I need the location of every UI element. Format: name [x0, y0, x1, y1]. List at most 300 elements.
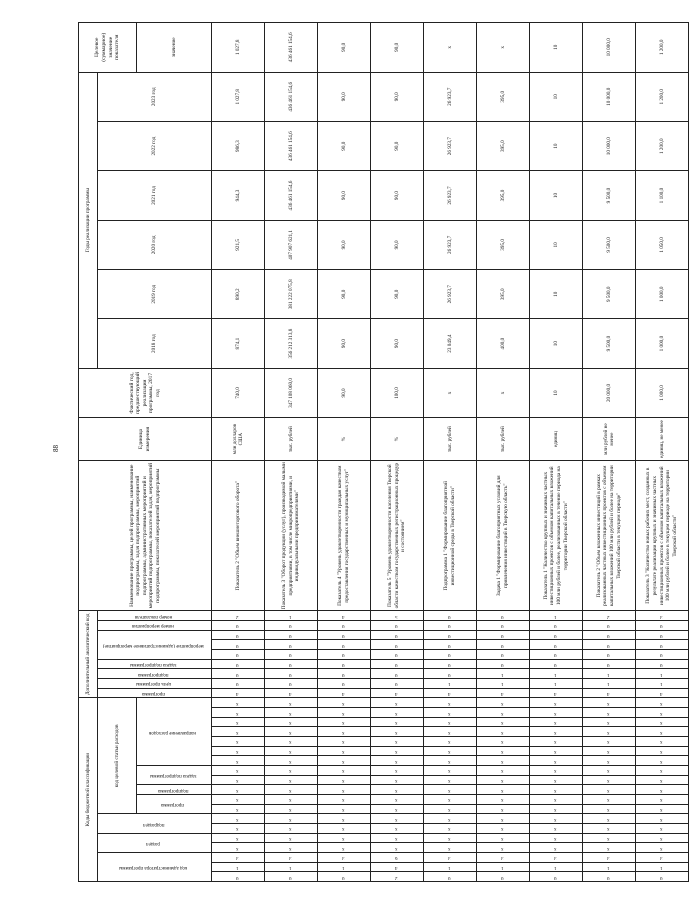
- year-value: 9 500,0: [583, 319, 636, 368]
- code-cell: 1: [212, 862, 265, 872]
- code-cell: x: [424, 843, 477, 853]
- unit-cell: %: [371, 418, 424, 461]
- code-cell: x: [530, 756, 583, 766]
- year-value: 1 027,8: [212, 72, 265, 121]
- code-cell: 1: [583, 669, 636, 679]
- code-cell: 1: [424, 679, 477, 689]
- year-value: 10: [530, 220, 583, 269]
- code-cell: 0: [212, 669, 265, 679]
- code-cell: x: [265, 727, 318, 737]
- final-value: x: [424, 23, 477, 73]
- code-cell: 1: [636, 669, 689, 679]
- code-cell: 0: [265, 621, 318, 631]
- header-direction-code: задача подпрограммы: [137, 766, 212, 785]
- code-cell: x: [636, 737, 689, 747]
- code-cell: x: [636, 746, 689, 756]
- code-cell: x: [636, 814, 689, 824]
- code-cell: 0: [636, 650, 689, 660]
- year-value: 9 500,0: [583, 270, 636, 319]
- year-value: 90,0: [371, 270, 424, 319]
- base-year-value: x: [477, 368, 530, 417]
- code-cell: x: [636, 843, 689, 853]
- code-cell: x: [477, 756, 530, 766]
- year-value: 10 000,0: [583, 72, 636, 121]
- code-cell: 0: [583, 630, 636, 640]
- code-cell: 0: [212, 640, 265, 650]
- code-cell: 0: [424, 640, 477, 650]
- code-cell: x: [477, 746, 530, 756]
- base-year-value: 100,0: [371, 368, 424, 417]
- code-cell: 0: [212, 621, 265, 631]
- code-cell: x: [371, 708, 424, 718]
- code-cell: x: [265, 756, 318, 766]
- final-value: x: [477, 23, 530, 73]
- unit-cell: единиц, не менее: [636, 418, 689, 461]
- code-cell: x: [212, 698, 265, 708]
- header-year-2022: 2022 год: [98, 121, 212, 170]
- year-value: 90,0: [371, 121, 424, 170]
- code-cell: x: [371, 737, 424, 747]
- code-cell: 0: [477, 621, 530, 631]
- code-cell: x: [530, 775, 583, 785]
- code-cell: x: [318, 833, 371, 843]
- code-cell: x: [583, 737, 636, 747]
- code-cell: x: [530, 746, 583, 756]
- year-value: 1 200,0: [636, 121, 689, 170]
- code-cell: 0: [636, 640, 689, 650]
- code-cell: x: [583, 775, 636, 785]
- code-cell: 0: [212, 679, 265, 689]
- code-cell: x: [371, 814, 424, 824]
- code-cell: 0: [583, 640, 636, 650]
- code-cell: 2: [212, 611, 265, 621]
- year-value: 10: [530, 319, 583, 368]
- code-cell: x: [212, 843, 265, 853]
- code-cell: 0: [265, 630, 318, 640]
- code-cell: 0: [371, 640, 424, 650]
- code-cell: 0: [477, 650, 530, 660]
- code-cell: x: [371, 795, 424, 805]
- code-cell: 0: [530, 630, 583, 640]
- year-value: 381 222 075,8: [265, 270, 318, 319]
- code-cell: x: [265, 824, 318, 834]
- code-cell: x: [636, 698, 689, 708]
- code-cell: x: [265, 785, 318, 795]
- code-cell: 1: [477, 862, 530, 872]
- code-cell: x: [636, 708, 689, 718]
- code-cell: 0: [636, 630, 689, 640]
- code-cell: x: [530, 708, 583, 718]
- year-value: 395,0: [477, 220, 530, 269]
- code-cell: x: [583, 756, 636, 766]
- code-cell: x: [530, 727, 583, 737]
- code-cell: x: [371, 824, 424, 834]
- code-cell: 4: [318, 611, 371, 621]
- code-cell: 0: [477, 640, 530, 650]
- base-year-value: 347 108 060,0: [265, 368, 318, 417]
- code-cell: x: [424, 824, 477, 834]
- header-name-column: Наименование программы, целей программы, наименование подпрограммы, задач подпрограммы, мероприятий подпрограммы, административных мероприятий и мероприятий подпрограммы, показателей задач, мероприятий подпрограммы, показателей мероприятий подпрограммы: [79, 461, 212, 611]
- code-cell: 0: [424, 630, 477, 640]
- code-cell: x: [583, 824, 636, 834]
- header-add-indicator-number: номер показателя: [98, 611, 212, 621]
- year-value: 10: [530, 121, 583, 170]
- year-value: 90,0: [318, 270, 371, 319]
- code-cell: 0: [424, 872, 477, 882]
- code-cell: 1: [530, 669, 583, 679]
- year-value: 90,0: [318, 220, 371, 269]
- code-cell: 1: [583, 862, 636, 872]
- final-value: 90,0: [371, 23, 424, 73]
- code-cell: 1: [636, 679, 689, 689]
- code-cell: 3: [583, 853, 636, 863]
- code-cell: x: [583, 746, 636, 756]
- code-cell: 0: [265, 659, 318, 669]
- code-cell: 1: [477, 679, 530, 689]
- code-cell: x: [424, 746, 477, 756]
- code-cell: x: [371, 785, 424, 795]
- code-cell: x: [477, 698, 530, 708]
- year-value: 10 000,0: [583, 121, 636, 170]
- code-cell: x: [477, 737, 530, 747]
- header-additional-code: Дополнительный аналитический код: [79, 611, 98, 698]
- indicator-name: Показатель 5 "Уровень удовлетворенности населения Тверской области качеством государственных регистрационных процедур и состоянием": [371, 461, 424, 611]
- table-row: [530, 23, 583, 882]
- code-cell: 0: [318, 640, 371, 650]
- year-value: 9 500,0: [583, 171, 636, 220]
- code-cell: x: [318, 756, 371, 766]
- year-value: 26 923,7: [424, 270, 477, 319]
- table-row: [212, 23, 265, 882]
- code-cell: 0: [636, 659, 689, 669]
- code-cell: x: [583, 795, 636, 805]
- header-subsection: подраздел: [98, 814, 212, 833]
- year-value: 436 461 154,6: [265, 121, 318, 170]
- code-cell: x: [265, 795, 318, 805]
- code-cell: x: [318, 785, 371, 795]
- year-value: 90,0: [371, 319, 424, 368]
- code-cell: 0: [265, 669, 318, 679]
- code-cell: 0: [530, 640, 583, 650]
- code-cell: x: [212, 756, 265, 766]
- unit-cell: млн рублей не менее: [583, 418, 636, 461]
- header-budget-codes: Коды бюджетной классификации: [79, 698, 98, 882]
- code-cell: 1: [530, 862, 583, 872]
- code-cell: x: [265, 843, 318, 853]
- year-value: 90,0: [371, 171, 424, 220]
- indicator-name: Показатель 1 "Количество крупных и значимых частных инвестиционных проектов с объемом капитальных вложений 100 млн рублей и более, реализованных в течение периода на территории Тверской области": [530, 461, 583, 611]
- header-add-task: задача подпрограммы: [98, 659, 212, 669]
- code-cell: 1: [477, 669, 530, 679]
- code-cell: 0: [530, 621, 583, 631]
- code-cell: x: [636, 756, 689, 766]
- code-cell: x: [424, 795, 477, 805]
- code-cell: 0: [265, 640, 318, 650]
- code-cell: x: [318, 775, 371, 785]
- code-cell: x: [212, 727, 265, 737]
- code-cell: x: [530, 824, 583, 834]
- final-value: 10: [530, 23, 583, 73]
- code-cell: x: [530, 766, 583, 776]
- year-value: 10: [530, 72, 583, 121]
- page-number: 88: [52, 445, 60, 452]
- table-row: [583, 23, 636, 882]
- table-row: [636, 23, 689, 882]
- header-year-2021: 2021 год: [98, 171, 212, 220]
- code-cell: x: [530, 785, 583, 795]
- code-cell: 1: [530, 611, 583, 621]
- code-cell: x: [318, 708, 371, 718]
- header-subprogram-code: подпрограмма: [137, 785, 212, 795]
- code-cell: x: [583, 814, 636, 824]
- final-value: 1 027,8: [212, 23, 265, 73]
- code-cell: x: [371, 833, 424, 843]
- code-cell: 4: [318, 688, 371, 698]
- header-unit-column: Единица измерения: [79, 418, 212, 461]
- code-cell: 4: [371, 862, 424, 872]
- code-cell: x: [636, 833, 689, 843]
- code-cell: x: [583, 766, 636, 776]
- code-cell: 0: [371, 659, 424, 669]
- code-cell: x: [477, 795, 530, 805]
- code-cell: x: [424, 833, 477, 843]
- header-year-2020: 2020 год: [98, 220, 212, 269]
- code-cell: 0: [318, 630, 371, 640]
- code-cell: 0: [477, 659, 530, 669]
- code-cell: x: [424, 717, 477, 727]
- code-cell: x: [424, 804, 477, 814]
- code-cell: x: [636, 727, 689, 737]
- code-cell: x: [212, 785, 265, 795]
- code-cell: x: [212, 737, 265, 747]
- code-cell: x: [424, 775, 477, 785]
- code-cell: 1: [636, 862, 689, 872]
- code-cell: x: [477, 804, 530, 814]
- header-admin-code: код администратора программы: [98, 853, 212, 882]
- header-program-code: программа: [137, 795, 212, 814]
- code-cell: 4: [424, 688, 477, 698]
- code-cell: 0: [530, 659, 583, 669]
- code-cell: x: [371, 775, 424, 785]
- header-target-article: код целевой статьи расходов: [98, 698, 137, 814]
- code-cell: 2: [371, 872, 424, 882]
- code-cell: x: [212, 708, 265, 718]
- code-cell: x: [636, 766, 689, 776]
- year-value: 1 100,0: [636, 171, 689, 220]
- year-value: 400,0: [477, 319, 530, 368]
- code-cell: x: [636, 795, 689, 805]
- base-year-value: 10: [530, 368, 583, 417]
- year-value: 874,1: [212, 319, 265, 368]
- code-cell: x: [212, 775, 265, 785]
- unit-cell: %: [318, 418, 371, 461]
- code-cell: x: [583, 717, 636, 727]
- code-cell: x: [530, 804, 583, 814]
- code-cell: x: [265, 804, 318, 814]
- code-cell: x: [212, 804, 265, 814]
- code-cell: x: [530, 833, 583, 843]
- code-cell: x: [371, 727, 424, 737]
- code-cell: 0: [583, 659, 636, 669]
- indicator-name: Показатель 4 "Уровень удовлетворенности граждан качеством предоставления государственных и муниципальных услуг": [318, 461, 371, 611]
- year-value: 90,0: [371, 72, 424, 121]
- year-value: 986,3: [212, 121, 265, 170]
- code-cell: 3: [318, 853, 371, 863]
- code-cell: 0: [318, 659, 371, 669]
- code-cell: x: [212, 717, 265, 727]
- header-final-value: Целевое (суммарное) значение показателя: [79, 23, 137, 73]
- code-cell: 1: [318, 862, 371, 872]
- year-value: 26 923,7: [424, 72, 477, 121]
- year-value: 356 212 313,8: [265, 319, 318, 368]
- code-cell: 4: [583, 688, 636, 698]
- year-value: 90,0: [318, 171, 371, 220]
- code-cell: 1: [583, 679, 636, 689]
- code-cell: 0: [212, 630, 265, 640]
- indicator-name: Показатель 3 "Количество новых рабочих мест, созданных в результате реализации крупных и значимых частных инвестиционных проектов с объемом капитальных вложений 100 млн рублей и более в текущем периоде на территории Тверской области": [636, 461, 689, 611]
- header-year-2019: 2019 год: [98, 270, 212, 319]
- code-cell: x: [265, 717, 318, 727]
- code-cell: 0: [318, 872, 371, 882]
- code-cell: x: [265, 766, 318, 776]
- table-row: [318, 23, 371, 882]
- code-cell: x: [424, 766, 477, 776]
- year-value: 921,5: [212, 220, 265, 269]
- year-value: 395,0: [477, 121, 530, 170]
- code-cell: 4: [265, 688, 318, 698]
- code-cell: 0: [477, 872, 530, 882]
- code-cell: x: [371, 766, 424, 776]
- code-cell: x: [477, 843, 530, 853]
- code-cell: 0: [318, 621, 371, 631]
- code-cell: x: [477, 775, 530, 785]
- code-cell: 0: [371, 679, 424, 689]
- code-cell: x: [530, 737, 583, 747]
- unit-cell: млн долларов США: [212, 418, 265, 461]
- code-cell: x: [318, 843, 371, 853]
- code-cell: 0: [424, 621, 477, 631]
- year-value: 10: [530, 270, 583, 319]
- code-cell: x: [583, 804, 636, 814]
- code-cell: x: [318, 804, 371, 814]
- code-cell: x: [371, 843, 424, 853]
- code-cell: x: [424, 785, 477, 795]
- code-cell: x: [424, 756, 477, 766]
- code-cell: 0: [265, 650, 318, 660]
- code-cell: 3: [530, 853, 583, 863]
- year-value: 407 907 621,1: [265, 220, 318, 269]
- code-cell: 3: [212, 853, 265, 863]
- code-cell: x: [318, 814, 371, 824]
- header-final-sub: значение: [137, 23, 212, 73]
- code-cell: x: [318, 824, 371, 834]
- code-cell: x: [212, 766, 265, 776]
- year-value: 9 500,0: [583, 220, 636, 269]
- code-cell: 0: [477, 630, 530, 640]
- base-year-value: 90,0: [318, 368, 371, 417]
- code-cell: 0: [530, 650, 583, 660]
- code-cell: 0: [318, 679, 371, 689]
- code-cell: x: [477, 766, 530, 776]
- code-cell: 4: [636, 688, 689, 698]
- year-value: 395,0: [477, 171, 530, 220]
- table-body: [212, 23, 689, 882]
- code-cell: 5: [371, 611, 424, 621]
- code-cell: x: [318, 727, 371, 737]
- code-cell: x: [583, 698, 636, 708]
- unit-cell: тыс. рублей: [477, 418, 530, 461]
- year-value: 890,2: [212, 270, 265, 319]
- code-cell: 0: [371, 630, 424, 640]
- header-add-program: программа: [98, 688, 212, 698]
- code-cell: x: [318, 717, 371, 727]
- code-cell: x: [371, 756, 424, 766]
- code-cell: 0: [318, 669, 371, 679]
- code-cell: x: [424, 814, 477, 824]
- code-cell: x: [371, 698, 424, 708]
- year-value: 26 923,7: [424, 220, 477, 269]
- code-cell: 0: [212, 659, 265, 669]
- table-row: [371, 23, 424, 882]
- code-cell: 0: [583, 650, 636, 660]
- code-cell: 4: [530, 688, 583, 698]
- header-year-2018: 2018 год: [98, 319, 212, 368]
- code-cell: x: [371, 717, 424, 727]
- base-year-value: 740,0: [212, 368, 265, 417]
- code-cell: 0: [371, 621, 424, 631]
- code-cell: 1: [530, 679, 583, 689]
- code-cell: x: [265, 746, 318, 756]
- header-section: раздел: [98, 833, 212, 852]
- year-value: 90,0: [318, 121, 371, 170]
- code-cell: 4: [212, 688, 265, 698]
- indicator-name: Задача 1 "Формирование благоприятных условий для привлечения инвестиций в Тверскую область": [477, 461, 530, 611]
- indicator-name: Подпрограмма 1 "Формирование благоприятной инвестиционной среды в Тверской области": [424, 461, 477, 611]
- code-cell: x: [530, 814, 583, 824]
- code-cell: x: [424, 737, 477, 747]
- code-cell: x: [530, 843, 583, 853]
- code-cell: x: [636, 824, 689, 834]
- code-cell: 0: [530, 872, 583, 882]
- year-value: 436 461 154,6: [265, 72, 318, 121]
- code-cell: x: [477, 717, 530, 727]
- year-value: 395,0: [477, 72, 530, 121]
- year-value: 26 923,7: [424, 121, 477, 170]
- code-cell: x: [212, 824, 265, 834]
- code-cell: x: [212, 814, 265, 824]
- year-value: 1 050,0: [636, 220, 689, 269]
- base-year-value: 1 000,0: [636, 368, 689, 417]
- base-year-value: 20 000,0: [583, 368, 636, 417]
- final-value: 1 200,0: [636, 23, 689, 73]
- code-cell: x: [583, 843, 636, 853]
- code-cell: 0: [424, 669, 477, 679]
- code-cell: x: [530, 717, 583, 727]
- final-value: 10 000,0: [583, 23, 636, 73]
- code-cell: x: [265, 698, 318, 708]
- indicator-name: Показатель 2 "Объем внешнеторгового оборота": [212, 461, 265, 611]
- code-cell: x: [583, 708, 636, 718]
- code-cell: 0: [477, 611, 530, 621]
- code-cell: 0: [371, 669, 424, 679]
- year-value: 436 461 154,6: [265, 171, 318, 220]
- header-add-event-number: номер мероприятия: [98, 621, 212, 631]
- year-value: 26 923,7: [424, 171, 477, 220]
- code-cell: 0: [424, 650, 477, 660]
- code-cell: 0: [265, 872, 318, 882]
- code-cell: x: [212, 833, 265, 843]
- code-cell: x: [530, 698, 583, 708]
